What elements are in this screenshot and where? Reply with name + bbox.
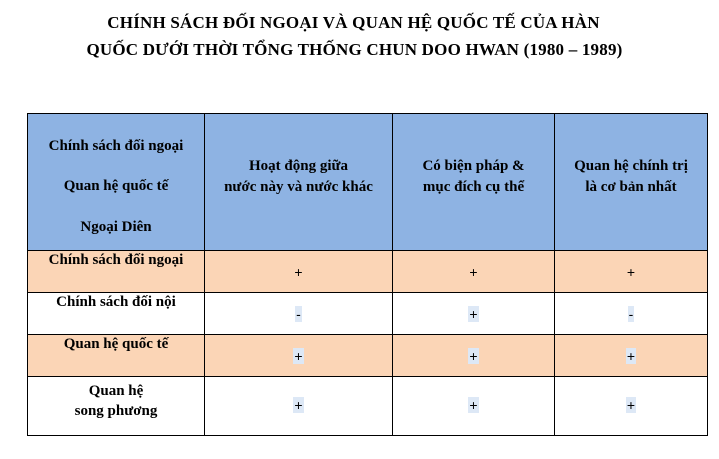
column-header-line: nước này và nước khác: [224, 179, 373, 195]
row-label-cell: [28, 293, 205, 335]
row-label: [28, 381, 204, 421]
cell-mark: +: [469, 347, 478, 364]
cell-mark: +: [469, 305, 478, 322]
corner-header-cell: [28, 114, 205, 251]
corner-label-3: Ngoại Diên: [80, 219, 152, 235]
corner-label-2: Quan hệ quốc tế: [63, 178, 169, 194]
table-cell: [555, 293, 708, 335]
column-header-line: Quan hệ chính trị: [574, 158, 688, 174]
table-row: [28, 251, 708, 293]
table-cell: [555, 377, 708, 436]
column-header-line: Hoạt động giữa: [248, 158, 349, 174]
column-header-line: là cơ bản nhất: [585, 179, 677, 195]
cell-mark: +: [294, 263, 303, 280]
page-title: [0, 9, 719, 63]
row-label-cell: [28, 335, 205, 377]
cell-mark: +: [469, 397, 478, 413]
cell-mark: +: [469, 263, 478, 280]
title-line-2: QUỐC DƯỚI THỜI TỔNG THỐNG CHUN DOO HWAN (1980 – 1989): [86, 40, 623, 59]
comparison-table: [27, 113, 708, 436]
title-line-1: CHÍNH SÁCH ĐỐI NGOẠI VÀ QUAN HỆ QUỐC TẾ CỦA HÀN: [107, 13, 600, 32]
table-cell: [555, 335, 708, 377]
cell-mark: -: [628, 305, 634, 322]
table-row: [28, 335, 708, 377]
cell-mark: +: [294, 397, 303, 413]
row-label: Chính sách đối ngoại: [48, 252, 184, 268]
table-cell: [393, 293, 555, 335]
column-header-line: mục đích cụ thể: [422, 179, 525, 195]
table-cell: [205, 377, 393, 436]
row-label: Quan hệ quốc tế: [63, 336, 169, 352]
table-cell: [205, 293, 393, 335]
cell-mark: +: [294, 347, 303, 364]
table-cell: [205, 335, 393, 377]
column-header-activity: [205, 114, 393, 251]
cell-mark: +: [626, 397, 636, 413]
row-label-cell: [28, 377, 205, 436]
table-header-row: [28, 114, 708, 251]
column-header-line: Có biện pháp &: [422, 158, 525, 174]
column-header-political: [555, 114, 708, 251]
cell-mark: +: [626, 347, 636, 364]
table-cell: [393, 377, 555, 436]
row-label: Chính sách đối nội: [56, 294, 176, 310]
table-cell: [555, 251, 708, 293]
column-header-measures: [393, 114, 555, 251]
corner-label-1: Chính sách đối ngoại: [48, 138, 184, 154]
row-label-line: song phương: [74, 403, 158, 419]
row-label-line: Quan hệ: [88, 383, 144, 399]
row-label-cell: [28, 251, 205, 293]
table-cell: [205, 251, 393, 293]
table-cell: [393, 335, 555, 377]
table-row: [28, 293, 708, 335]
table-row: [28, 377, 708, 436]
cell-mark: -: [296, 305, 301, 322]
table-cell: [393, 251, 555, 293]
cell-mark: +: [626, 263, 636, 280]
